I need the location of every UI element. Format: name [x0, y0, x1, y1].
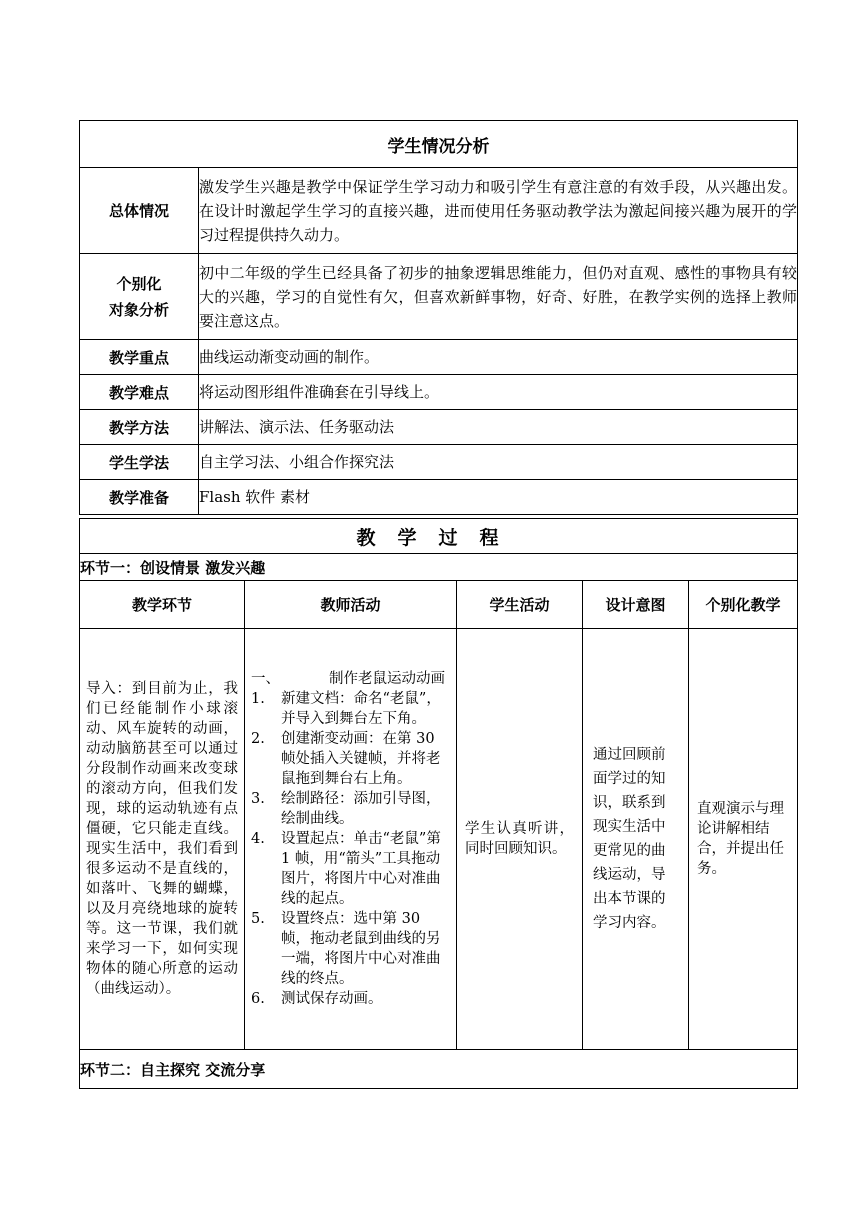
label-individual-line1: 个别化 [116, 274, 162, 293]
analysis-row-overall [80, 168, 798, 254]
teacher-step: 5. 设置终点：选中第 30 帧，拖动老鼠到曲线的另一端，将图片中心对准曲线的终点。 [251, 911, 441, 987]
teacher-step: 1. 新建文档：命名“老鼠”，并导入到舞台左下角。 [251, 691, 441, 727]
cell-teacher [245, 629, 457, 1050]
label-method: 教学方法 [80, 410, 199, 445]
header-stage: 教学环节 [80, 581, 245, 629]
process-title: 教学过程 [80, 519, 798, 554]
text-overall: 激发学生兴趣是教学中保证学生学习动力和吸引学生有意注意的有效手段，从兴趣出发。在设计时激起学生学习的直接兴趣，进而使用任务驱动教学法为激起间接兴趣为展开的学习过程提供持久动力。 [199, 168, 798, 254]
student-text: 学生认真听讲，同时回顾知识。 [465, 821, 574, 857]
analysis-row-difficulty [80, 375, 798, 410]
teacher-steps [245, 689, 456, 1009]
stage-two-heading: 环节二：自主探究 交流分享 [80, 1050, 798, 1089]
label-difficulty: 教学难点 [80, 375, 199, 410]
teacher-step: 6. 测试保存动画。 [251, 991, 383, 1007]
text-method: 讲解法、演示法、任务驱动法 [199, 410, 798, 445]
process-header-row [80, 581, 798, 629]
header-student: 学生活动 [457, 581, 583, 629]
process-table [79, 518, 798, 1089]
text-individual: 初中二年级的学生已经具备了初步的抽象逻辑思维能力，但仍对直观、感性的事物具有较大的兴趣，学习的自觉性有欠，但喜欢新鲜事物，好奇、好胜，在教学实例的选择上教师要注意这点。 [199, 254, 798, 340]
analysis-row-individual [80, 254, 798, 340]
header-teacher: 教师活动 [245, 581, 457, 629]
process-row [80, 629, 798, 1050]
analysis-row-focus [80, 340, 798, 375]
teacher-step: 3. 绘制路径：添加引导图，绘制曲线。 [251, 791, 441, 827]
header-intent: 设计意图 [583, 581, 689, 629]
teacher-heading [245, 669, 456, 689]
teacher-heading-num: 一、 [251, 671, 280, 687]
cell-individual [689, 629, 798, 1050]
analysis-table [79, 120, 798, 515]
label-focus: 教学重点 [80, 340, 199, 375]
intro-text: 导入：到目前为止，我们已经能制作小球滚动、风车旋转的动画，动动脑筋甚至可以通过分段制作动画来改变球的滚动方向，但我们发现，球的运动轨迹有点僵硬，它只能走直线。现实生活中，我们看到很多运动不是直线的，如落叶、飞舞的蝴蝶，以及月亮绕地球的旋转等。这一节课，我们就来学习一下，如何实现物体的随心所意的运动（曲线运动）。 [86, 681, 238, 997]
teacher-step: 4. 设置起点：单击“老鼠”第 1 帧，用“箭头”工具拖动图片，将图片中心对准曲线的起点。 [251, 831, 441, 907]
label-individual-line2: 对象分析 [108, 300, 169, 319]
teacher-step: 2. 创建渐变动画：在第 30 帧处插入关键帧，并将老鼠拖到舞台右上角。 [251, 731, 441, 787]
stage-one-heading: 环节一：创设情景 激发兴趣 [80, 554, 798, 581]
cell-intro [80, 629, 245, 1050]
label-learning: 学生学法 [80, 445, 199, 480]
individual-text: 直观演示与理论讲解相结合，并提出任务。 [697, 801, 784, 877]
intent-text: 通过回顾前面学过的知识，联系到现实生活中更常见的曲线运动，导出本节课的学习内容。 [593, 747, 666, 931]
analysis-row-method [80, 410, 798, 445]
cell-intent [583, 629, 689, 1050]
text-difficulty: 将运动图形组件准确套在引导线上。 [199, 375, 798, 410]
label-overall: 总体情况 [80, 168, 199, 254]
teacher-heading-text: 制作老鼠运动动画 [329, 671, 445, 687]
analysis-row-prep [80, 480, 798, 515]
text-prep: Flash 软件 素材 [199, 480, 798, 515]
text-focus: 曲线运动渐变动画的制作。 [199, 340, 798, 375]
cell-student [457, 629, 583, 1050]
analysis-row-learning [80, 445, 798, 480]
label-prep: 教学准备 [80, 480, 199, 515]
header-individual: 个别化教学 [689, 581, 798, 629]
label-individual [80, 254, 199, 340]
analysis-title: 学生情况分析 [80, 121, 798, 168]
text-learning: 自主学习法、小组合作探究法 [199, 445, 798, 480]
